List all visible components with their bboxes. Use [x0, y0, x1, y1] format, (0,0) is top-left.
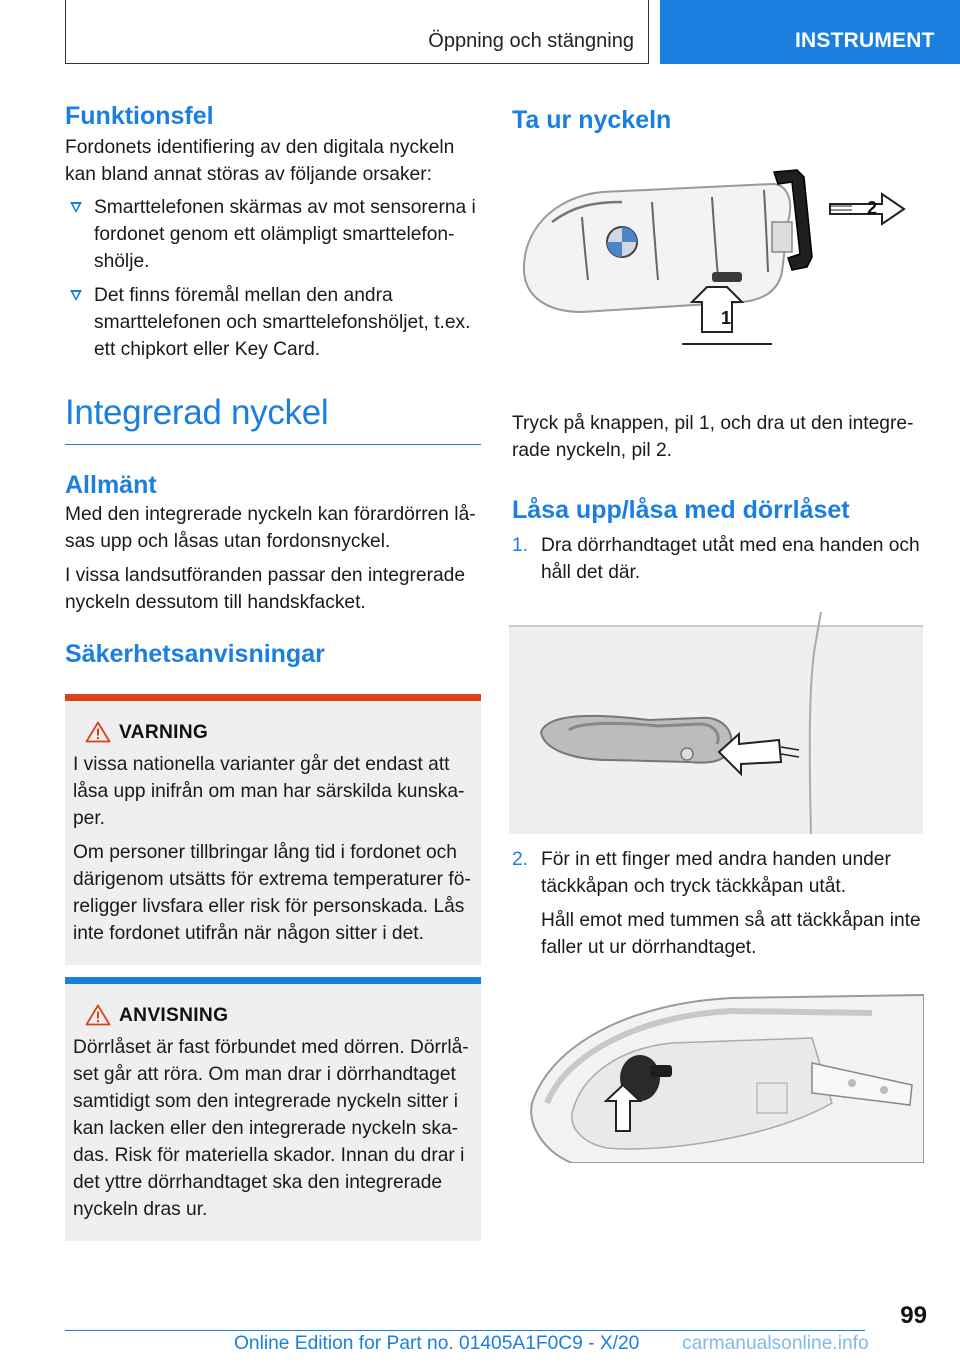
left-column: [65, 100, 481, 1241]
door-handle-image: [509, 612, 923, 834]
watermark-text: carmanualsonline.info: [682, 1333, 869, 1354]
triangle-bullet-icon: [70, 290, 82, 301]
lasa-heading: Låsa upp/låsa med dörrlåset: [512, 496, 850, 524]
right-column: [512, 100, 924, 1163]
edition-text: Online Edition for Part no. 01405A1F0C9 - X/20: [234, 1333, 640, 1354]
warning-title: VARNING: [119, 722, 209, 743]
lasa-steps: [512, 532, 924, 586]
notice-triangle-icon: [85, 1004, 111, 1026]
notice-title: ANVISNING: [119, 1005, 229, 1026]
bullet-item: Smarttelefonen skärmas av mot sensorerna i fordonet genom ett olämpligt smarttelefonshölje.: [65, 194, 481, 275]
notice-text: Dörrlåset är fast förbundet med dörren. Dörrlåset går att röra. Om man drar i dörrhandtaget samtidigt som den integrerade nyckeln sitter i kan lacken eller den integrerade nyckeln skadas. Risk för materiella skador. Innan du drar i det yttre dörrhandtaget ska den integrerade nyckeln dras ur.: [73, 1037, 469, 1220]
lock-cover-image: [512, 993, 924, 1163]
warning-text: I vissa nationella varianter går det endast att låsa upp inifrån om man har särskilda kunskaper.: [73, 754, 465, 829]
chapter-tab[interactable]: [660, 0, 960, 64]
step-item: [512, 846, 924, 961]
step-text-continued: Håll emot med tummen så att täckkåpan inte faller ut ur dörrhandtaget.: [541, 910, 921, 958]
sakerhet-heading: Säkerhetsanvisningar: [65, 640, 325, 668]
page-number: 99: [900, 1302, 927, 1329]
footer-divider: [65, 1330, 865, 1331]
step-text: För in ett finger med andra handen under täckkåpan och tryck täckkåpan utåt.: [541, 849, 891, 897]
arrow-label-2: 2: [867, 198, 878, 218]
notice-box: [65, 977, 481, 1241]
door-handle-illustration: [509, 612, 923, 834]
section-title: Öppning och stängning: [428, 30, 634, 52]
ta-ur-heading: Ta ur nyckeln: [512, 106, 672, 134]
funktionsfel-intro: Fordonets identifiering av den digitala nyckeln kan bland annat störas av följande orsaker:: [65, 137, 455, 185]
step-number: 1.: [512, 535, 529, 556]
cover-illustration: [512, 993, 924, 1163]
allmant-paragraph: Med den integrerade nyckeln kan förardörren låsas upp och låsas utan fordonsnyckel.: [65, 504, 476, 552]
warning-box: [65, 694, 481, 965]
allmant-paragraph: I vissa landsutföranden passar den integrerade nyckeln dessutom till handskfacket.: [65, 565, 465, 613]
arrow-label-1: 1: [721, 308, 732, 328]
key-fob-image: [512, 162, 922, 362]
warning-triangle-icon: [85, 721, 111, 743]
triangle-bullet-icon: [70, 202, 82, 213]
warning-title-row: [73, 719, 473, 751]
step-item: [512, 532, 924, 586]
bullet-item: Det finns föremål mellan den andra smarttelefonen och smarttelefonshöljet, t.ex. ett chipkort eller Key Card.: [65, 282, 481, 363]
funktionsfel-heading: Funktionsfel: [65, 102, 214, 130]
warning-text: Om personer tillbringar lång tid i fordonet och därigenom utsätts för extrema temperaturer föreligger livsfara eller risk för personskada. Lås inte fordonet utifrån när någon sitter i det.: [73, 842, 471, 944]
ta-ur-text: Tryck på knappen, pil 1, och dra ut den integrerade nyckeln, pil 2.: [512, 413, 914, 461]
allmant-heading: Allmänt: [65, 471, 157, 499]
header-section-box: [65, 0, 649, 64]
key-illustration: [512, 162, 922, 362]
step-text: Dra dörrhandtaget utåt med ena handen och håll det där.: [541, 535, 920, 583]
notice-title-row: [73, 1002, 473, 1034]
chapter-title: INSTRUMENT: [795, 29, 935, 52]
lasa-steps-2: [512, 846, 924, 961]
main-heading: Integrerad nyckel: [65, 391, 481, 445]
step-number: 2.: [512, 849, 529, 870]
funktionsfel-bullets: [65, 194, 481, 363]
